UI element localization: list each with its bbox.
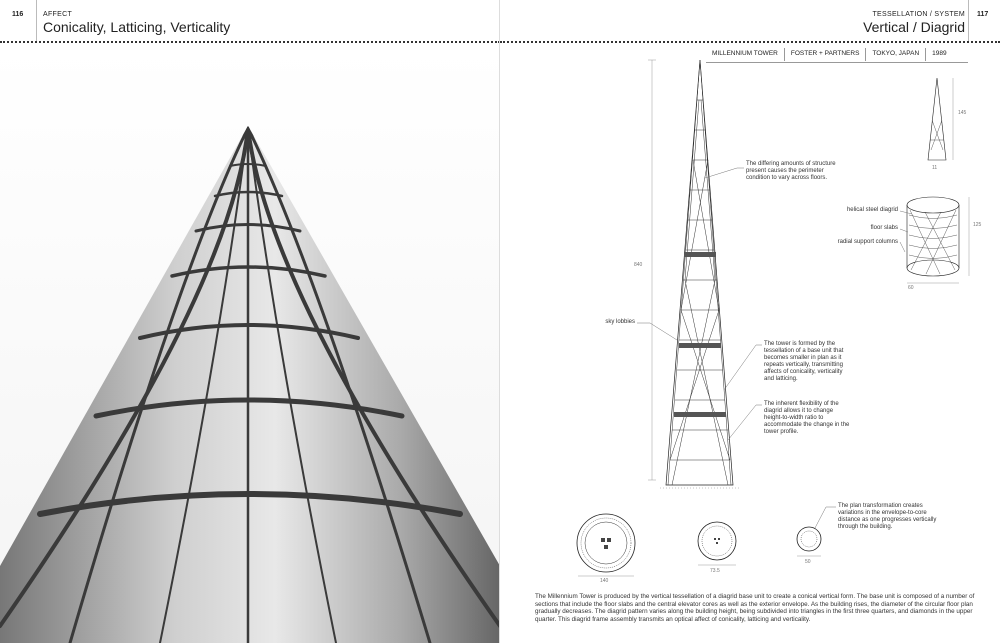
tag-building: MILLENNIUM TOWER <box>712 50 778 57</box>
dim-plan-large: 140 <box>600 578 609 584</box>
tower-top-detail <box>928 78 953 160</box>
floor-plan-medium <box>698 522 736 565</box>
right-page <box>500 0 1000 643</box>
header-rule <box>0 41 500 43</box>
right-page-title: Vertical / Diagrid <box>863 19 965 35</box>
left-section-label: AFFECT <box>43 11 73 18</box>
annotation-sky-lobbies: sky lobbies <box>605 319 635 325</box>
dim-segment-width: 60 <box>908 285 914 291</box>
floor-plan-small <box>797 527 821 556</box>
left-page-title: Conicality, Latticing, Verticality <box>43 19 231 35</box>
dim-plan-small: 50 <box>805 559 811 565</box>
right-section-label: TESSELLATION / SYSTEM <box>872 11 965 18</box>
tower-photo <box>0 46 500 643</box>
tag-architect: FOSTER + PARTNERS <box>784 48 866 61</box>
left-page-number: 116 <box>12 11 24 18</box>
annotation-floor-slabs: floor slabs <box>870 225 898 231</box>
floor-plan-large <box>577 514 635 576</box>
dim-top-width: 11 <box>932 165 938 171</box>
annotation-flexibility: The inherent flexibility of the diagrid allows it to change height-to-width ratio to accommodate the change in the tower profile. <box>764 401 850 435</box>
annotation-radial-columns: radial support columns <box>837 239 898 245</box>
tower-segment-detail <box>907 197 969 283</box>
height-dimension <box>648 60 656 480</box>
dim-top-height: 145 <box>958 110 967 116</box>
annotation-plan-transformation: The plan transformation creates variations in the envelope-to-core distance as one progresses vertically through the building. <box>838 503 937 530</box>
dim-tower-height: 840 <box>634 262 643 268</box>
tag-location: TOKYO, JAPAN <box>865 48 925 61</box>
header-divider <box>36 0 37 41</box>
dim-plan-medium: 73.5 <box>710 568 720 574</box>
tag-year: 1989 <box>925 48 952 61</box>
annotation-perimeter: The differing amounts of structure present causes the perimeter condition to vary across floors. <box>746 161 836 181</box>
annotation-tessellation: The tower is formed by the tessellation of a base unit that becomes smaller in plan as it repeats vertically, transmitting affects of conicality, verticality and latticing. <box>764 341 844 382</box>
body-text: The Millennium Tower is produced by the vertical tessellation of a diagrid base unit to create a conical vertical form. The base unit is composed of a number of sections that include the floor slabs and the central elevator cores as well as the exterior envelope. As the building rises, the diameter of the circular floor plan gradually decreases. The diagrid pattern varies along the building height, being subdivided into triangles in the first three quarters, and diamonds in the upper quarter. This diagrid frame assembly transmits an optical affect of conicality, latticing and verticality. <box>535 593 975 623</box>
tower-elevation <box>660 60 740 488</box>
dim-segment-height: 125 <box>973 222 982 228</box>
annotation-helical-diagrid: helical steel diagrid <box>846 207 898 213</box>
right-page-number: 117 <box>977 11 989 18</box>
